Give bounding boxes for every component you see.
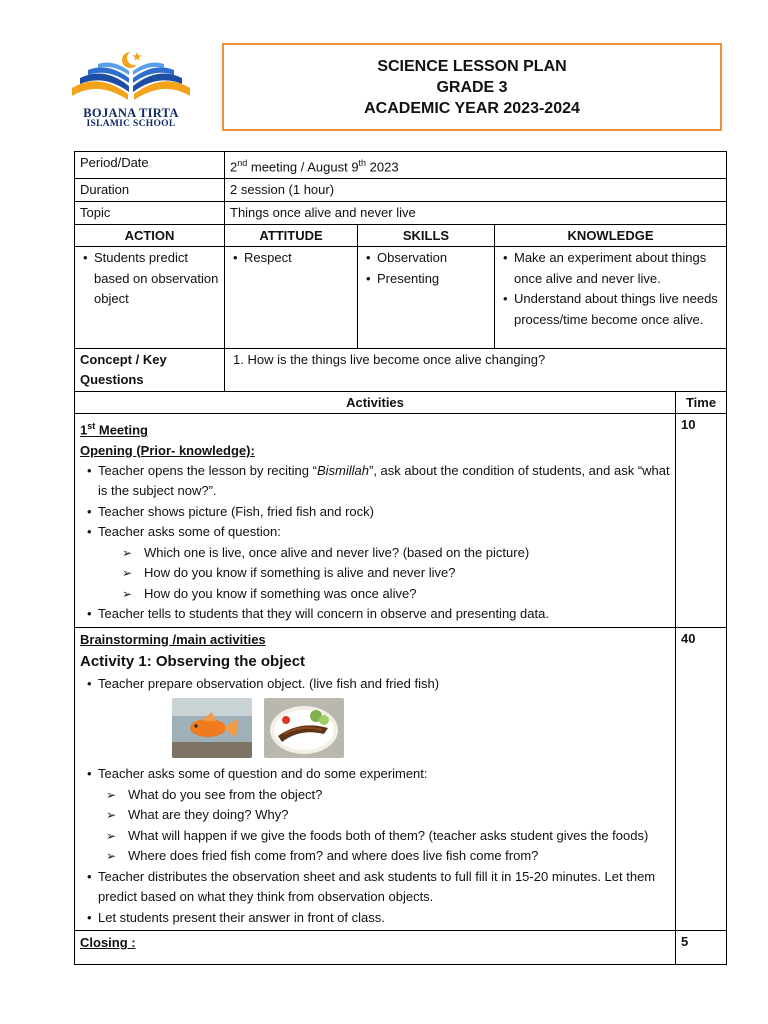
observation-images (172, 698, 670, 758)
topic-row (75, 202, 727, 225)
list-item: ➢ Where does fried fish come from? and where does live fish come from? (128, 846, 670, 867)
list-item: ➢ Which one is live, once alive and never live? (based on the picture) (144, 543, 670, 564)
closing-time: 5 (676, 931, 727, 965)
list-item: • Observation (377, 248, 489, 269)
opening-label: Opening (Prior- knowledge): (80, 442, 255, 458)
school-logo (68, 48, 194, 134)
activities-header-row (75, 392, 727, 414)
objective-row (75, 247, 727, 349)
school-subname: ISLAMIC SCHOOL (86, 119, 176, 129)
main-activity-row (75, 627, 727, 931)
duration-label: Duration (75, 179, 225, 202)
activities-header: Activities (75, 392, 676, 414)
period-label: Period/Date (75, 152, 225, 179)
list-item: • Teacher asks some of question and do some experiment: (98, 764, 670, 785)
list-item: • Presenting (377, 269, 489, 290)
list-item: • Respect (244, 248, 352, 269)
book-crescent-icon (68, 48, 194, 108)
duration-row (75, 179, 727, 202)
closing-cell (75, 931, 676, 965)
concept-row (75, 349, 727, 392)
lesson-plan-table (74, 151, 727, 965)
fried-fish-image (264, 698, 344, 758)
objective-header-row (75, 225, 727, 247)
list-item: • Let students present their answer in front of class. (98, 908, 670, 929)
list-item: • Teacher opens the lesson by reciting “Bismillah”, ask about the condition of students, and ask “what is the subject now?”. (98, 461, 670, 502)
duration-value: 2 session (1 hour) (225, 179, 727, 202)
opening-time: 10 (676, 414, 727, 627)
list-item: ➢ How do you know if something was once alive? (144, 584, 670, 605)
closing-label: Closing : (80, 935, 136, 951)
list-item: ➢ How do you know if something is alive and never live? (144, 563, 670, 584)
period-row (75, 152, 727, 179)
list-item: • Make an experiment about things once alive and never live. (514, 248, 721, 289)
title-line-1: SCIENCE LESSON PLAN (377, 57, 567, 75)
time-header: Time (676, 392, 727, 414)
title-line-3: ACADEMIC YEAR 2023-2024 (364, 99, 580, 117)
skills-cell (358, 247, 495, 349)
concept-question: 1. How is the things live become once alive changing? (225, 349, 727, 392)
list-item: • Students predict based on observation object (94, 248, 219, 310)
attitude-cell (225, 247, 358, 349)
meeting-label: 1st Meeting (80, 421, 148, 438)
action-cell (75, 247, 225, 349)
period-value: 2nd meeting / August 9th 2023 (225, 152, 727, 179)
skills-header: SKILLS (358, 225, 495, 247)
opening-row (75, 414, 727, 627)
activity-title: Activity 1: Observing the object (80, 652, 306, 670)
title-line-2: GRADE 3 (436, 78, 508, 96)
list-item: • Understand about things live needs process/time become once alive. (514, 289, 721, 330)
live-fish-image (172, 698, 252, 758)
attitude-header: ATTITUDE (225, 225, 358, 247)
list-item: ➢ What do you see from the object? (128, 785, 670, 806)
list-item: • Teacher prepare observation object. (live fish and fried fish) (98, 674, 670, 695)
list-item: • Teacher distributes the observation sheet and ask students to full fill it in 15-20 minutes. Let them predict based on what they think from observation objects. (98, 867, 670, 908)
main-activity-cell (75, 627, 676, 931)
knowledge-header: KNOWLEDGE (495, 225, 727, 247)
action-header: ACTION (75, 225, 225, 247)
topic-label: Topic (75, 202, 225, 225)
concept-label: Concept / Key Questions (75, 349, 225, 392)
topic-value: Things once alive and never live (225, 202, 727, 225)
opening-cell (75, 414, 676, 627)
list-item: ➢ What are they doing? Why? (128, 805, 670, 826)
closing-row (75, 931, 727, 965)
list-item: • Teacher tells to students that they will concern in observe and presenting data. (98, 604, 670, 625)
list-item: • Teacher asks some of question: (98, 522, 670, 543)
school-name: BOJANA TIRTA (83, 106, 179, 120)
title-box (222, 43, 722, 131)
list-item: • Teacher shows picture (Fish, fried fish and rock) (98, 502, 670, 523)
list-item: ➢ What will happen if we give the foods both of them? (teacher asks student gives the foods) (128, 826, 670, 847)
main-activities-label: Brainstorming /main activities (80, 631, 266, 647)
knowledge-cell (495, 247, 727, 349)
main-activity-time: 40 (676, 627, 727, 931)
